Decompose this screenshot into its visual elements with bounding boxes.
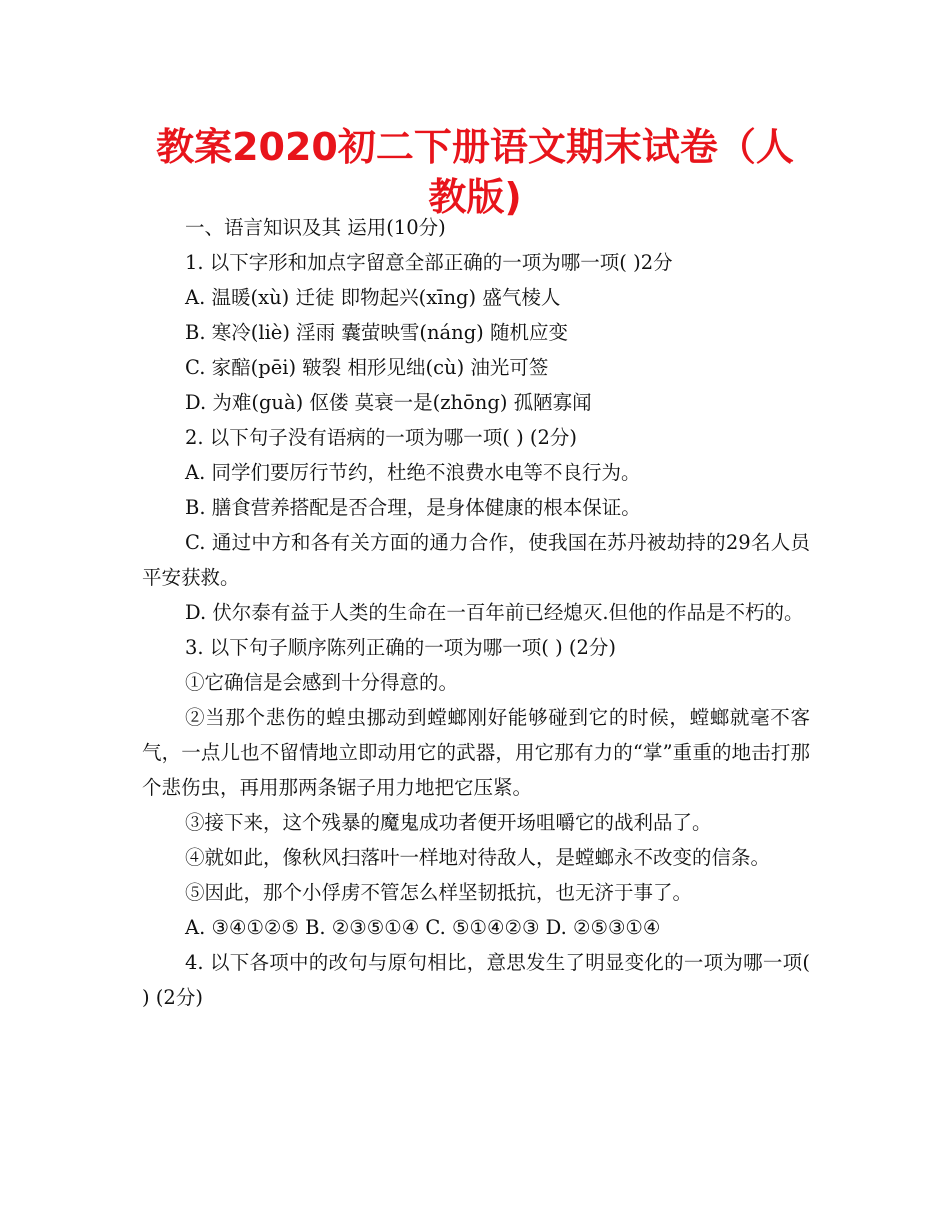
question-2-option-c: C. 通过中方和各有关方面的通力合作，使我国在苏丹被劫持的29名人员平安获救。 — [142, 531, 810, 589]
question-2-option-b: B. 膳食营养搭配是否合理，是身体健康的根本保证。 — [185, 496, 641, 519]
question-4-stem: 4. 以下各项中的改句与原句相比，意思发生了明显变化的一项为哪一项( ) (2分) — [142, 951, 810, 1009]
page-title: 教案2020初二下册语文期末试卷（人教版) — [156, 125, 794, 219]
question-3-sentence-4: ④就如此，像秋风扫落叶一样地对待敌人，是螳螂永不改变的信条。 — [185, 846, 771, 869]
question-1-option-d: D. 为难(guà) 伛偻 莫衰一是(zhōng) 孤陋寡闻 — [185, 391, 592, 414]
question-3-sentence-1: ①它确信是会感到十分得意的。 — [185, 671, 459, 694]
question-1-stem: 1. 以下字形和加点字留意全部正确的一项为哪一项( )2分 — [185, 251, 673, 274]
question-2-option-a: A. 同学们要厉行节约，杜绝不浪费水电等不良行为。 — [185, 461, 641, 484]
question-3-stem: 3. 以下句子顺序陈列正确的一项为哪一项( ) (2分) — [185, 636, 617, 659]
exam-body — [142, 210, 810, 1015]
question-3-options: A. ③④①②⑤ B. ②③⑤①④ C. ⑤①④②③ D. ②⑤③①④ — [185, 916, 661, 939]
question-3-sentence-3: ③接下来，这个残暴的魔鬼成功者便开场咀嚼它的战利品了。 — [185, 811, 712, 834]
question-1-option-b: B. 寒冷(liè) 淫雨 囊萤映雪(náng) 随机应变 — [185, 321, 568, 344]
question-1-option-c: C. 家醅(pēi) 皲裂 相形见绌(cù) 油光可签 — [185, 356, 549, 379]
question-2-stem: 2. 以下句子没有语病的一项为哪一项( ) (2分) — [185, 426, 578, 449]
question-3-sentence-5: ⑤因此，那个小俘虏不管怎么样坚韧抵抗，也无济于事了。 — [185, 881, 693, 904]
question-2-option-d: D. 伏尔泰有益于人类的生命在一百年前已经熄灭.但他的作品是不朽的。 — [185, 601, 804, 624]
question-1-option-a: A. 温暖(xù) 迁徒 即物起兴(xīng) 盛气棱人 — [185, 286, 561, 309]
section-heading: 一、语言知识及其 运用(10分) — [185, 216, 446, 239]
question-3-sentence-2: ②当那个悲伤的蝗虫挪动到螳螂刚好能够碰到它的时候，螳螂就毫不客气，一点儿也不留情地立即动用它的武器，用它那有力的“掌”重重的地击打那个悲伤虫，再用那两条锯子用力地把它压紧。 — [142, 706, 810, 799]
